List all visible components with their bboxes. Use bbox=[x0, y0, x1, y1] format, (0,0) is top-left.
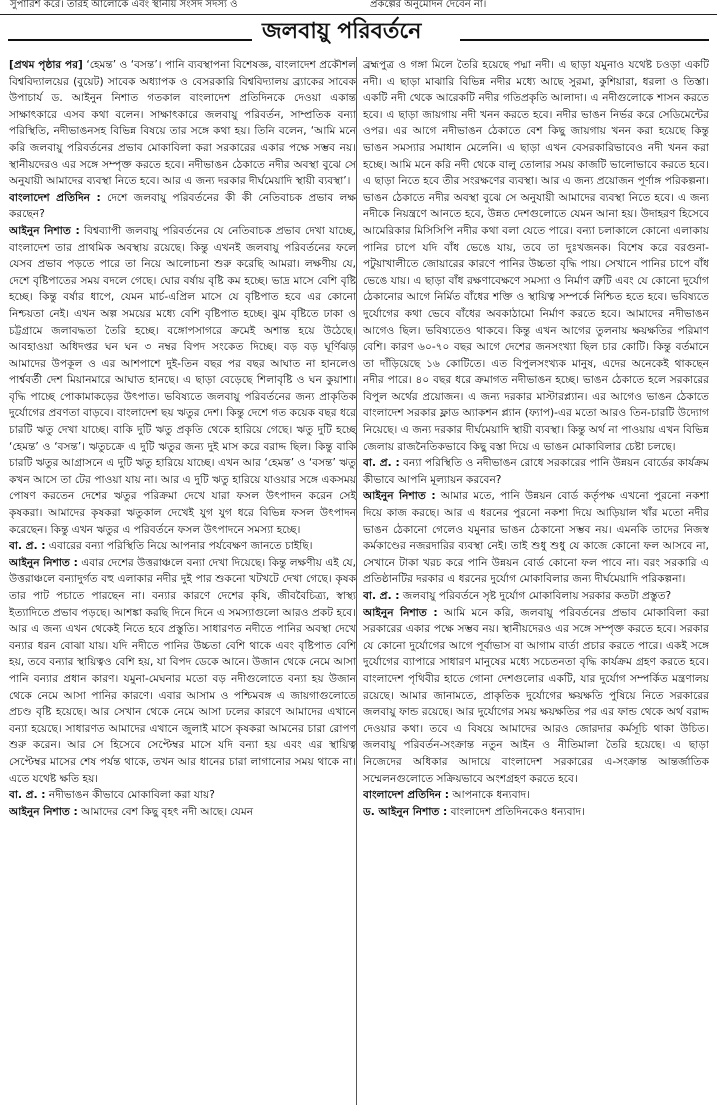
answer-text: বিশ্বব্যাপী জলবায়ু পরিবর্তনের যে নেতিবাচক প্রভাব দেখা যাচ্ছে, বাংলাদেশ তার প্রাথমিক অবস্থায় রয়েছে। কিন্তু এখনই জলবায়ু পরিবর্তনের ফলে যেসব প্রভাব পড়তে পারে তা নিয়ে আলোচনা শুরু করেছি আমরা। লক্ষণীয় যে, দেশে বৃষ্টিপাতের সময় বদলে গেছে। ঘোর বর্ষায় বৃষ্টি কম হচ্ছে। ভাদ্র মাসে বেশি বৃষ্টি হচ্ছে। কিন্তু বর্ষার ধাপে, যেমন মার্চ-এপ্রিল মাসে যে বৃষ্টিপাত হবে এর কোনো নিশ্চয়তা নেই। এখন অল্প সময়ের মধ্যে বেশি বৃষ্টিপাত হচ্ছে। ঝুম বৃষ্টিতে ঢাকা ও চট্টগ্রামে জলাবদ্ধতা তৈরি হচ্ছে। বঙ্গোপসাগরে ক্রমেই অশান্ত হয়ে উঠেছে। আবহাওয়া অধিদপ্তর ঘন ঘন ৩ নম্বর বিপদ সংকেত দিচ্ছে। বড় বড় ঘূর্ণিঝড় আমাদের উপকূল ও এর আশপাশে দুই-তিন বছর পর বছর আঘাত না হানলেও পার্শ্ববর্তী দেশ মিয়ানমারে আঘাত হানছে। এ ছাড়া বেড়েছে শিলাবৃষ্টি ও ঘন কুয়াশা। বৃদ্ধি পাচ্ছে পোকামাকড়ের উৎপাত। ভবিষ্যতে জলবায়ু পরিবর্তনের জন্য প্রাকৃতিক দুর্যোগের প্রবণতা বাড়বে। বাংলাদেশ ছয় ঋতুর দেশ। কিন্তু দেশে গত কয়েক বছর ধরে চারটি ঋতু দেখা যাচ্ছে। বাকি দুটি ঋতু প্রকৃতি থেকে হারিয়ে গেছে। ঋতু দুটি হচ্ছে ‘হেমন্ত’ ও ‘বসন্ত’। ঋতুচক্রে এ দুটি ঋতুর জন্য দুই মাস করে বরাদ্দ ছিল। কিন্তু বাকি চারটি ঋতুর আগ্রাসনে এ দুটি ঋতু হারিয়ে যাচ্ছে। এখন আর ‘হেমন্ত’ ও ‘বসন্ত’ ঋতু কখন আসে তা টের পাওয়া যায় না। আর এ দুটি ঋতু হারিয়ে যাওয়ার সঙ্গে একসময় পোষণ করতেন দেশের ঋতুর পরিক্রমা দেখে যারা ফসল উৎপাদন করেন সেই কৃষকরা। আমাদের কৃষকরা ঋতুকাল দেখেই যুগ যুগ ধরে বিভিন্ন ফসল উৎপাদন করেছেন। কিন্তু এখন ঋতুর এ পরিবর্তনে ফসল উৎপাদনে সমস্যা হচ্ছে। bbox=[9, 224, 356, 536]
answer-label: ড. আইনুন নিশাত : bbox=[363, 805, 448, 818]
answer-text: এবার দেশের উত্তরাঞ্চলে বন্যা দেখা দিয়েছে। কিন্তু লক্ষণীয় এই যে, উত্তরাঞ্চলে বন্যাদুর্গত বহু এলাকার নদীর দুই পার শুকনো খটখটে দেখা গেছে। কৃষক তার পাট পচাতে পারছেন না। বন্যার কারণে দেশের কৃষি, জীববৈচিত্র্য, স্বাস্থ্য ইত্যাদিতে প্রভাব পড়ছে। আশঙ্কা করছি দিনে দিনে এ সমস্যাগুলো আরও প্রকট হবে। আর এ জন্য এখন থেকেই নিতে হবে প্রস্তুতি। সাধারণত নদীতে পানির অবস্থা দেখে বন্যার ধরন বোঝা যায়। যদি নদীতে পানির উচ্চতা বেশি থাকে এবং বৃষ্টিপাত বেশি হয়, তবে বন্যার স্থায়িত্বও বেশি হয়, যা বিপদ ডেকে আনে। উজান থেকে নেমে আসা পানি বন্যার প্রধান কারণ। যমুনা-মেঘনার মতো বড় নদীগুলোতে বন্যা হয় উজান থেকে নেমে আসা পানির কারণে। এবার আসাম ও পশ্চিমবঙ্গ এ জায়গাগুলোতে প্রচণ্ড বৃষ্টি হয়েছে। আর সেখান থেকে নেমে আসা ঢলের কারণে আমাদের এখানে বন্যা হয়েছে। সাধারণত আমাদের এখানে জুলাই মাসে কৃষকরা আমনের চারা রোপণ শুরু করেন। আর সে হিসেবে সেপ্টেম্বর মাসে যদি বন্যা হয় এবং এর স্থায়িত্ব সেপ্টেম্বর মাসের শেষ পর্যন্ত থাকে, তখন আর ধানের চারা লাগানোর সময় থাকে না। এতে যথেষ্ট ক্ষতি হয়। bbox=[9, 556, 356, 785]
question-text: জলবায়ু পরিবর্তনে সৃষ্ট দুর্যোগ মোকাবিলায় সরকার কতটা প্রস্তুত? bbox=[402, 590, 672, 602]
previous-article-strip bbox=[0, 0, 717, 14]
question-label: বা. প্র. : bbox=[9, 540, 46, 553]
answer-2 bbox=[9, 555, 356, 787]
heading-rule-right bbox=[460, 39, 709, 41]
intro-paragraph bbox=[9, 57, 356, 190]
answer-1 bbox=[9, 223, 356, 538]
answer-text: বাংলাদেশ প্রতিদিনকেও ধন্যবাদ। bbox=[450, 805, 585, 818]
previous-article-text-left: সুপারিশ করে। তারই আলোকে এবং স্থানীয় সংসদ সদস্য ও bbox=[10, 0, 238, 10]
question-label: বাংলাদেশ প্রতিদিন : bbox=[9, 191, 101, 204]
question-text: এবারের বন্যা পরিস্থিতি নিয়ে আপনার পর্যবেক্ষণ জানতে চাইছি। bbox=[48, 540, 313, 553]
answer-label: আইনুন নিশাত : bbox=[9, 556, 78, 569]
question-3 bbox=[9, 787, 356, 804]
column-divider bbox=[356, 57, 357, 1105]
answer-text: আমার মতে, পানি উন্নয়ন বোর্ড কর্তৃপক্ষ এখনো পুরনো নকশা দিয়ে কাজ করছে। আর এ ধরনের পুরনো নকশা দিয়ে আড়িয়াল খাঁর মতো নদীর ভাঙন ঠেকানো গেলেও যমুনার ভাঙন ঠেকানো সম্ভব নয়। এমনকি তাদের নিজস্ব কর্মকাণ্ডের নজরদারির ব্যবস্থা নেই। তাই শুধু শুধু যে কাজে কোনো ফল আসবে না, সেখানে টাকা খরচ করে পানি উন্নয়ন বোর্ড কোনো ফল পাবে না। বরং সরকারি এ প্রতিষ্ঠানটির দরকার এ ধরনের দুর্যোগ মোকাবিলার জন্য দীর্ঘমেয়াদি পরিকল্পনা। bbox=[363, 490, 709, 586]
answer-6 bbox=[363, 804, 709, 821]
question-text: নদীভাঙন কীভাবে মোকাবিলা করা যায়? bbox=[48, 789, 215, 802]
answer-label: আইনুন নিশাত : bbox=[363, 606, 438, 619]
intro-text: ‘হেমন্ত’ ও ‘বসন্ত’। পানি ব্যবস্থাপনা বিশেষজ্ঞ, বাংলাদেশ প্রকৌশল বিশ্ববিদ্যালয়ের (বুয়েট) সাবেক অধ্যাপক ও বেসরকারি বিশ্ববিদ্যালয় ব্র্যাকের সাবেক উপাচার্য ড. আইনুন নিশাত গতকাল বাংলাদেশ প্রতিদিনকে দেওয়া একান্ত সাক্ষাৎকারে এসব কথা বলেন। সাক্ষাৎকারে জলবায়ু পরিবর্তন, সাম্প্রতিক বন্যা পরিস্থিতি, নদীভাঙনসহ বিভিন্ন বিষয়ে তার সঙ্গে কথা হয়। তিনি বলেন, ‘আমি মনে করি জলবায়ু পরিবর্তনের প্রভাব মোকাবিলা করা সরকারের একার পক্ষে সম্ভব নয়। স্থানীয়দেরও এর সঙ্গে সম্পৃক্ত করতে হবে। নদীভাঙন ঠেকাতে নদীর অবস্থা বুঝে সে অনুযায়ী আমাদের ব্যবস্থা নিতে হবে। আর এ জন্য দরকার দীর্ঘমেয়াদি স্থায়ী ব্যবস্থা’। bbox=[9, 59, 356, 188]
answer-label: আইনুন নিশাত : bbox=[9, 805, 78, 818]
question-label: বাংলাদেশ প্রতিদিন : bbox=[363, 789, 450, 802]
question-label: বা. প্র. : bbox=[363, 590, 400, 602]
question-text: আপনাকে ধন্যবাদ। bbox=[452, 789, 531, 802]
previous-article-text-right: প্রকল্পের অনুমোদন দেবেন না। bbox=[370, 0, 487, 10]
left-column bbox=[9, 57, 356, 1105]
answer-text: আমি মনে করি, জলবায়ু পরিবর্তনের প্রভাব মোকাবিলা করা সরকারের একার পক্ষে সম্ভব নয়। স্থানীয়দেরও এর সঙ্গে সম্পৃক্ত করতে হবে। সরকার যে কোনো দুর্যোগের আগে পূর্বাভাস বা আগাম বার্তা প্রচার করতে পারে। একই সঙ্গে দুর্যোগের ব্যাপারে সাধারণ মানুষের মধ্যে সচেতনতা বৃদ্ধি কার্যক্রম গ্রহণ করতে হবে। বাংলাদেশ পৃথিবীর হাতে গোনা দেশগুলোর একটি, যার দুর্যোগ সম্পর্কিত মন্ত্রণালয় রয়েছে। আমার জানামতে, প্রাকৃতিক দুর্যোগের ক্ষয়ক্ষতি পুষিয়ে নিতে সরকারের জলবায়ু ফান্ড রয়েছে। আর দুর্যোগের সময় ক্ষয়ক্ষতির পর এর ফান্ড থেকে অর্থ বরাদ্দ দেওয়ার কথা। তবে এ বিষয়ে আমাদের আরও জোরদার কর্মসূচি থাকা উচিত। জলবায়ু পরিবর্তন-সংক্রান্ত নতুন আইন ও নীতিমালা তৈরি হয়েছে। এ ছাড়া নিজেদের অধিকার আদায়ে বাংলাদেশ সরকারের এ-সংক্রান্ত আন্তর্জাতিক সম্মেলনগুলোতে সক্রিয়ভাবে অংশগ্রহণ করতে হবে। bbox=[363, 606, 709, 785]
answer-label: আইনুন নিশাত : bbox=[9, 224, 80, 237]
continuation-paragraph: ব্রহ্মপুত্র ও গঙ্গা মিলে তৈরি হয়েছে পদ্মা নদী। এ ছাড়া যমুনাও যথেষ্ট চওড়া একটি নদী। এ ছাড়া মাঝারি বিভিন্ন নদীর মধ্যে আছে সুরমা, কুশিয়ারা, ধরলা ও তিস্তা। একটি নদী থেকে আরেকটি নদীর গতিপ্রকৃতি আলাদা। এ নদীগুলোকে শাসন করতে হবে। এ ছাড়া জায়গায় নদী খনন করতে হবে। নদীর ভাঙন নির্ভর করে সেডিমেন্টের ওপর। এর আগে নদীভাঙন ঠেকাতে বেশ কিছু জায়গায় খনন করা হয়েছে কিন্তু ভাঙন সমস্যার সমাধান মেলেনি। এ ছাড়া এখন বেসরকারিভাবেও নদী খনন করা হচ্ছে। আমি মনে করি নদী থেকে বালু তোলার সময় কাজটি ভালোভাবে করতে হবে। এ ছাড়া নিতে হবে তীর সংরক্ষণের ব্যবস্থা। আর এ জন্য প্রয়োজন পূর্ণাঙ্গ পরিকল্পনা। ভাঙন ঠেকাতে নদীর অবস্থা বুঝে সে অনুযায়ী আমাদের ব্যবস্থা নিতে হবে। এ জন্য নদীকে নিয়ন্ত্রণে আনতে হবে, উন্নত দেশগুলোতে যেমন আনা হয়। উদাহরণ হিসেবে আমেরিকার মিসিসিপি নদীর কথা বলা যেতে পারে। বন্যা চলাকালে কোনো এলাকায় পানির চাপে যদি বাঁধ ভেঙে যায়, তবে তা দুঃখজনক। বিশেষ করে বরগুনা-পটুয়াখালীতে জোয়ারের কারণে পানির উচ্চতা বৃদ্ধি পায়। সেখানে পানির চাপে বাঁধ ভেঙে যায়। এ ছাড়া বাঁধ রক্ষণাবেক্ষণে সমস্যা ও নির্মাণ ত্রুটি এবং যে কোনো দুর্যোগ ঠেকানোর আগে নির্মিত বাঁধের শক্তি ও স্থায়িত্ব সম্পর্কে নিশ্চিত হতে হবে। ভবিষ্যতে দুর্যোগের কথা ভেবে বাঁধের অবকাঠামো নির্মাণ করতে হবে। আমাদের নদীভাঙন আগেও ছিল। ভবিষ্যতেও থাকবে। কিন্তু এখন আগের তুলনায় ক্ষয়ক্ষতির পরিমাণ বেশি। কারণ ৬০-৭০ বছর আগে দেশের জনসংখ্যা ছিল চার কোটি। কিন্তু বর্তমানে তা দাঁড়িয়েছে ১৬ কোটিতে। এত বিপুলসংখ্যক মানুষ, এদের অনেকেই থাকছেন নদীর পারে। ৪০ বছর ধরে ক্রমাগত নদীভাঙন হচ্ছে। ভাঙন ঠেকাতে হলে সরকারের বিপুল অর্থের প্রয়োজন। এ জন্য দরকার মাস্টারপ্ল্যান। এর আগেও ভাঙন ঠেকাতে বাংলাদেশ সরকার ফ্লাড অ্যাকশন প্ল্যান (ফ্যাপ)-এর মতো আরও তিন-চারটি উদ্যোগ নিয়েছে। এ জন্য দরকার দীর্ঘমেয়াদি স্থায়ী ব্যবস্থা। কিন্তু অর্থ না পাওয়ায় এখন বিভিন্ন জেলায় রাজনৈতিকভাবে কিছু বস্তা দিয়ে এ ভাঙন মোকাবিলার চেষ্টা চলছে। bbox=[363, 59, 709, 453]
question-text: দেশে জলবায়ু পরিবর্তনের কী কী নেতিবাচক প্রভাব লক্ষ করছেন? bbox=[9, 191, 356, 221]
answer-5 bbox=[363, 605, 709, 788]
question-5 bbox=[363, 588, 709, 605]
question-1 bbox=[9, 190, 356, 223]
answer-3 bbox=[9, 804, 356, 821]
article-heading-bar bbox=[0, 14, 717, 55]
continuation-tag: [প্রথম পৃষ্ঠার পর] bbox=[9, 59, 83, 71]
question-label: বা. প্র. : bbox=[363, 457, 400, 470]
answer-label: আইনুন নিশাত : bbox=[363, 490, 436, 503]
question-2 bbox=[9, 538, 356, 555]
article-heading: জলবায়ু পরিবর্তনে bbox=[262, 19, 422, 44]
question-text: বন্যা পরিস্থিতি ও নদীভাঙন রোধে সরকারের পানি উন্নয়ন বোর্ডের কার্যক্রম কীভাবে আপনি মূল্যায়ন করবেন? bbox=[363, 457, 709, 486]
answer-text: আমাদের বেশ কিছু বৃহৎ নদী আছে। যেমন bbox=[81, 805, 254, 818]
heading-rule-left bbox=[8, 39, 252, 41]
right-column bbox=[363, 57, 709, 1105]
question-4 bbox=[363, 455, 709, 488]
question-6 bbox=[363, 787, 709, 804]
answer-4 bbox=[363, 488, 709, 588]
question-label: বা. প্র. : bbox=[9, 789, 46, 802]
